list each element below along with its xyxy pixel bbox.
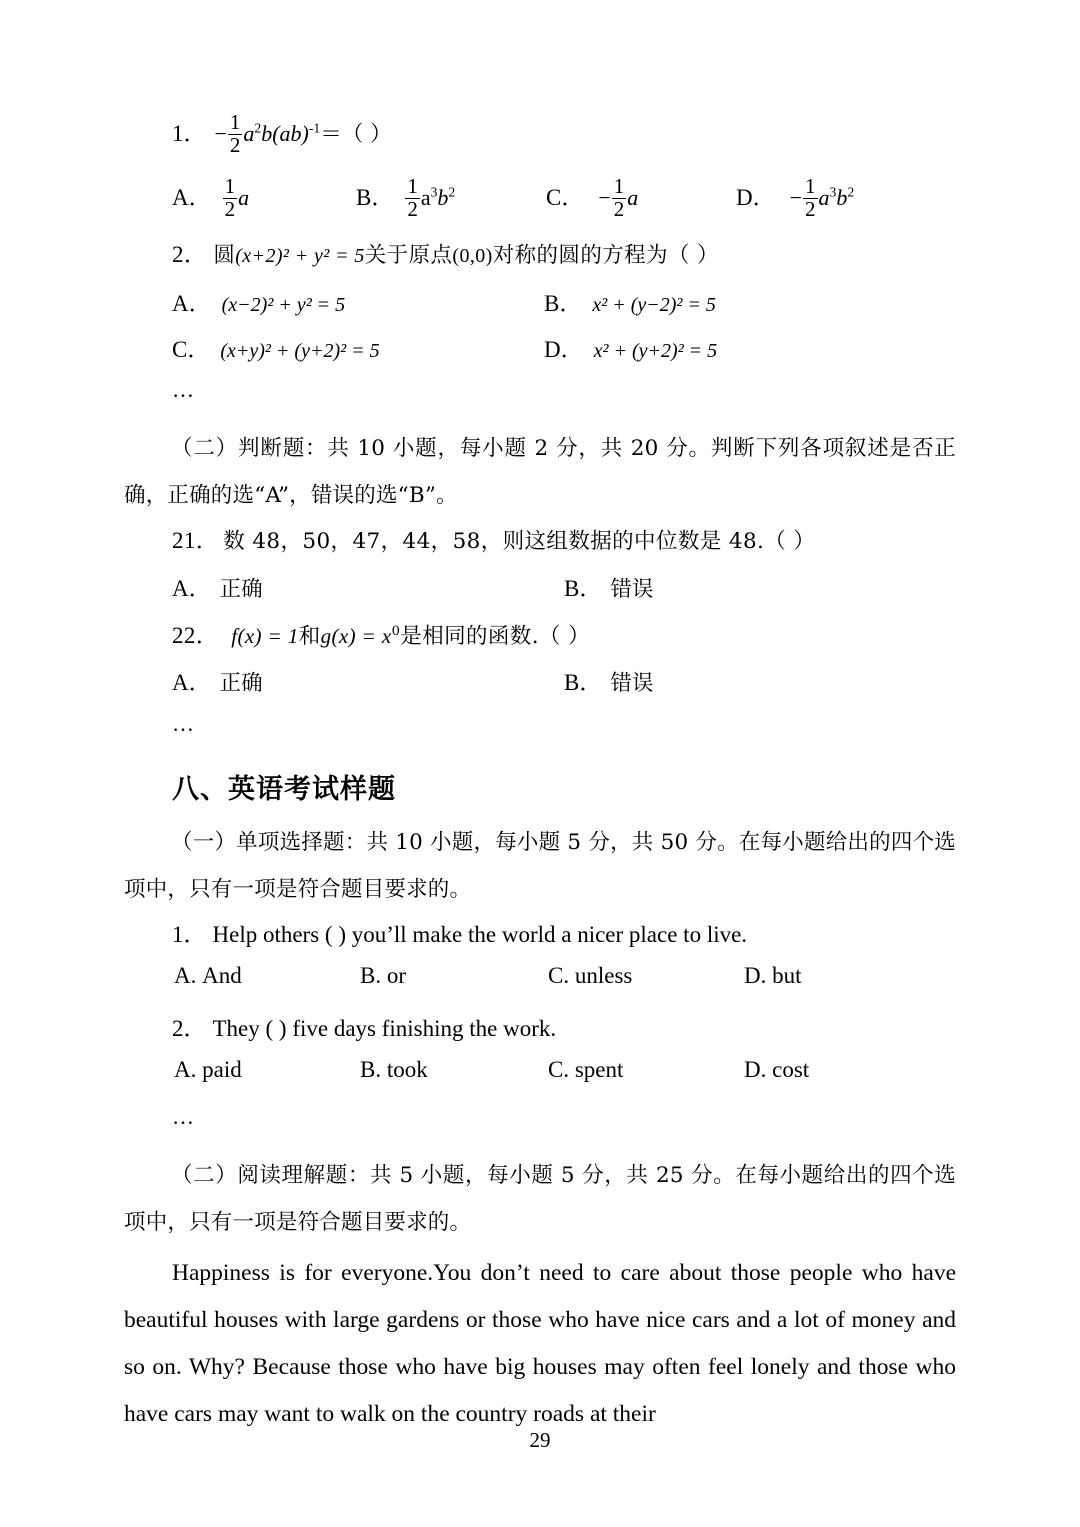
q22-option-b-text: 错误 [610, 671, 654, 696]
math-question-1-options [124, 176, 956, 236]
english-question-2-stem [124, 1010, 956, 1057]
math-question-22-stem [124, 617, 956, 664]
math-question-21-stem [124, 522, 956, 570]
q1-option-d-num: 1 [805, 174, 816, 198]
english-question-1-options [124, 963, 956, 1010]
question-21-number: 21． [172, 528, 220, 553]
question-1-number: 1． [172, 120, 207, 146]
q21-option-b[interactable] [564, 570, 653, 603]
q1-option-a-num: 1 [224, 174, 236, 198]
q22-option-b[interactable] [564, 664, 653, 697]
ellipsis-glyph: … [172, 711, 197, 736]
eq1-option-a-label: A. [174, 963, 197, 988]
page-number: 29 [529, 1428, 551, 1452]
q22-option-b-label: B． [564, 670, 603, 695]
eq1-option-a-text: And [202, 963, 242, 988]
eq2-option-a[interactable] [174, 1057, 242, 1083]
q1-option-a-label: A． [172, 184, 212, 210]
q1-option-b-fraction [405, 176, 420, 221]
eq1-option-d-text: but [772, 963, 802, 988]
math-question-22-options [124, 664, 956, 711]
q1-option-a-fraction [223, 176, 238, 221]
eq1-option-b-text: or [386, 963, 407, 988]
q1-option-d-tail2-sup: 2 [847, 184, 855, 200]
english-reading-passage: Happiness is for everyone.You don’t need to care about those people who have beautiful houses with large gardens or those who have nice cars and a lot of money and so on. Why? Because those who have big houses may often feel lonely and those who have cars may want to walk on the country roads at their [124, 1260, 956, 1427]
eq1-option-b-label: B. [360, 963, 382, 988]
ellipsis-glyph: … [172, 377, 197, 402]
q2-cn-circle: 圆 [213, 243, 236, 268]
q1-option-d-tail-sup: 3 [829, 184, 837, 200]
q2-cn-tail: 对称的圆的方程为（ ） [492, 243, 719, 268]
q1-option-d-tail: a [818, 184, 830, 210]
q1-option-c-den: 2 [613, 196, 625, 221]
eq2-option-c[interactable] [548, 1057, 623, 1083]
eq1-option-d[interactable] [744, 963, 802, 989]
eq2-option-a-text: paid [202, 1057, 242, 1082]
q22-cn-tail: 是相同的函数.（ ） [400, 624, 590, 649]
q1-option-a[interactable] [172, 176, 249, 221]
q1-option-b-tail-sup: 3 [430, 184, 438, 200]
q1-option-a-den: 2 [224, 196, 236, 221]
q1-option-c-sign: − [598, 184, 611, 210]
q2-equation: (x+2)² + y² = 5 [235, 245, 365, 267]
q2-option-d-label: D． [544, 337, 584, 362]
math-question-2-options-row-2 [124, 331, 956, 377]
q1-fraction [228, 112, 243, 157]
eq2-option-d-label: D. [744, 1057, 767, 1082]
eq2-option-d[interactable] [744, 1057, 809, 1083]
q1-fraction-denominator: 2 [229, 132, 241, 157]
q1-term-ab: b(ab) [261, 120, 309, 146]
q1-option-b-den: 2 [407, 196, 418, 221]
q2-option-b[interactable] [544, 285, 716, 318]
q1-option-b-num: 1 [407, 174, 418, 198]
q1-exp-neg1: -1 [308, 120, 321, 136]
q22-expr-g-exponent: 0 [391, 623, 401, 639]
page-body [124, 112, 956, 1438]
q1-option-d-label: D． [736, 184, 776, 210]
q1-option-c-num: 1 [613, 174, 625, 198]
q1-option-d-tail2: b [836, 184, 848, 210]
math-part-two-heading: （二）判断题：共 10 小题，每小题 2 分，共 20 分。判断下列各项叙述是否正确，正确的选“A”，错误的选“B”。 [124, 436, 956, 508]
ellipsis-glyph: … [172, 1104, 197, 1129]
english-part-two-heading: （二）阅读理解题：共 5 小题，每小题 5 分，共 25 分。在每小题给出的四个选项中，只有一项是符合题目要求的。 [124, 1163, 956, 1235]
eq2-option-d-text: cost [772, 1057, 810, 1082]
ellipsis-math-choice [124, 377, 956, 425]
question-22-number: 22． [172, 623, 220, 648]
q1-option-d-den: 2 [805, 196, 816, 221]
q1-option-b-tail2: b [437, 184, 449, 210]
q1-option-b-tail2-sup: 2 [448, 184, 456, 200]
q2-option-c-expr: (x+y)² + (y+2)² = 5 [220, 340, 380, 362]
eq1-option-c[interactable] [548, 963, 632, 989]
q21-option-b-label: B． [564, 576, 603, 601]
english-question-1-number: 1． [172, 922, 207, 947]
q21-option-a[interactable] [172, 570, 263, 603]
math-question-2-options-row-1 [124, 285, 956, 331]
q1-option-a-tail: a [238, 184, 250, 210]
eq2-option-b[interactable] [360, 1057, 428, 1083]
english-question-2-options [124, 1057, 956, 1104]
q1-exp-2: 2 [254, 120, 262, 136]
q1-option-d[interactable] [736, 176, 854, 221]
q1-minus: − [214, 120, 227, 146]
q2-option-b-expr: x² + (y−2)² = 5 [592, 294, 716, 316]
english-section-heading [124, 767, 956, 819]
question-21-text: 数 48，50，47，44，58，则这组数据的中位数是 48.（ ） [223, 529, 816, 554]
english-part-one-heading: （一）单项选择题：共 10 小题，每小题 5 分，共 50 分。在每小题给出的四个选项中，只有一项是符合题目要求的。 [124, 830, 956, 902]
q2-option-c[interactable] [172, 331, 380, 364]
q1-fraction-numerator: 1 [229, 110, 241, 134]
q1-option-b[interactable] [356, 176, 455, 221]
eq2-option-b-text: took [386, 1057, 428, 1082]
q2-origin-point: (0,0) [452, 245, 493, 267]
q22-option-a-text: 正确 [219, 671, 263, 696]
q2-option-a[interactable] [172, 285, 345, 318]
q21-option-b-text: 错误 [610, 577, 654, 602]
q2-option-d[interactable] [544, 331, 717, 364]
eq1-option-b[interactable] [360, 963, 406, 989]
eq1-option-d-label: D. [744, 963, 767, 988]
q1-option-c-label: C． [546, 184, 585, 210]
q2-option-b-label: B． [544, 291, 583, 316]
q1-option-c-fraction [612, 176, 627, 221]
eq2-option-b-label: B. [360, 1057, 382, 1082]
q1-option-b-tail: a [420, 184, 431, 210]
q1-option-d-sign: − [789, 184, 803, 210]
eq1-option-c-text: unless [574, 963, 633, 988]
q1-option-c-tail: a [627, 184, 639, 210]
math-question-21-options [124, 570, 956, 617]
q22-option-a-label: A． [172, 670, 212, 695]
eq2-option-c-label: C. [548, 1057, 570, 1082]
q1-option-d-fraction [803, 176, 818, 221]
q22-expr-g: g(x) = x [320, 624, 392, 648]
q1-var-a: a [243, 120, 255, 146]
q1-option-c[interactable] [546, 176, 638, 221]
english-question-2-number: 2． [172, 1016, 207, 1041]
q2-option-a-expr: (x−2)² + y² = 5 [221, 294, 346, 316]
eq2-option-c-text: spent [574, 1057, 624, 1082]
ellipsis-english-choice [124, 1104, 956, 1152]
english-section-heading-text: 八、英语考试样题 [172, 774, 396, 805]
q22-option-a[interactable] [172, 664, 263, 697]
math-question-2-stem [124, 236, 956, 285]
q1-option-b-label: B． [356, 184, 395, 210]
eq2-option-a-label: A. [174, 1057, 197, 1082]
eq1-option-c-label: C. [548, 963, 570, 988]
q2-cn-about-origin: 关于原点 [364, 243, 453, 268]
eq1-option-a[interactable] [174, 963, 242, 989]
question-2-number: 2． [172, 242, 208, 267]
english-question-1-stem [124, 916, 956, 963]
q21-option-a-label: A． [172, 576, 212, 601]
q22-cn-and: 和 [298, 624, 321, 649]
q1-equals-blank: ＝（ ） [320, 121, 392, 147]
english-question-1-text: Help others ( ) you’ll make the world a nicer place to live. [212, 922, 748, 947]
english-question-2-text: They ( ) five days finishing the work. [212, 1016, 557, 1041]
ellipsis-math-truefalse [124, 711, 956, 767]
q2-option-c-label: C． [172, 337, 211, 362]
q2-option-a-label: A． [172, 291, 212, 316]
q21-option-a-text: 正确 [219, 577, 263, 602]
math-question-1-stem [124, 112, 956, 176]
q22-expr-f: f(x) = 1 [231, 624, 299, 648]
q2-option-d-expr: x² + (y+2)² = 5 [593, 340, 718, 362]
